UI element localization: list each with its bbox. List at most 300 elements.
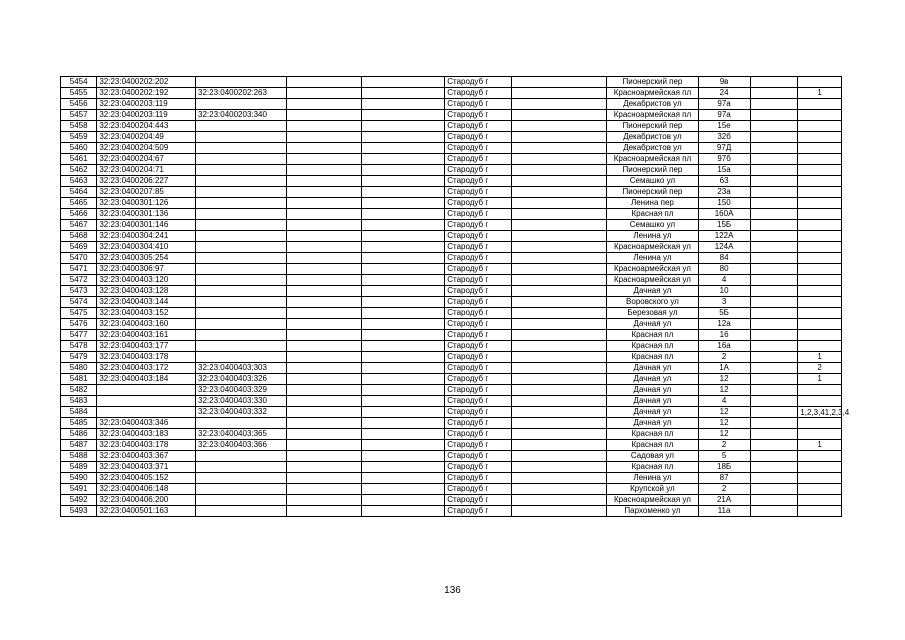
table-row — [61, 451, 842, 462]
cell-empty-col — [287, 462, 362, 473]
cell-empty-col — [362, 187, 445, 198]
cell-empty-col — [750, 506, 798, 517]
cell-note — [798, 495, 842, 506]
table-row — [61, 341, 842, 352]
cell-empty-col — [287, 385, 362, 396]
cell-street: Декабристов ул — [607, 99, 698, 110]
cell-locality: Стародуб г — [445, 198, 511, 209]
cell-empty-col — [362, 506, 445, 517]
cell-house-number: 2 — [698, 352, 750, 363]
cell-empty-col — [750, 286, 798, 297]
cell-empty-col — [362, 209, 445, 220]
cell-cadastral-number: 32:23:0400203:119 — [97, 110, 196, 121]
cell-related-cadastral-number — [196, 286, 287, 297]
cell-related-cadastral-number — [196, 473, 287, 484]
cell-related-cadastral-number — [196, 275, 287, 286]
table-row — [61, 121, 842, 132]
cell-house-number: 2 — [698, 484, 750, 495]
table-row — [61, 88, 842, 99]
cell-row-number: 5481 — [61, 374, 97, 385]
cell-empty-col — [750, 154, 798, 165]
cell-related-cadastral-number — [196, 198, 287, 209]
table-row — [61, 407, 842, 418]
cell-empty-col — [750, 462, 798, 473]
cell-locality: Стародуб г — [445, 286, 511, 297]
cell-related-cadastral-number — [196, 231, 287, 242]
cell-empty-col — [362, 308, 445, 319]
cell-empty-col — [750, 451, 798, 462]
cell-cadastral-number: 32:23:0400403:346 — [97, 418, 196, 429]
cell-empty-col — [362, 363, 445, 374]
cell-note — [798, 473, 842, 484]
table-row — [61, 506, 842, 517]
cell-related-cadastral-number: 32:23:0400403:365 — [196, 429, 287, 440]
cell-note: 1 — [798, 440, 842, 451]
cell-empty-col — [750, 407, 798, 418]
cell-empty-col — [287, 154, 362, 165]
cell-house-number: 63 — [698, 176, 750, 187]
cell-empty-col — [750, 352, 798, 363]
cell-empty-col — [511, 187, 607, 198]
cell-street: Красная пл — [607, 209, 698, 220]
cell-locality: Стародуб г — [445, 264, 511, 275]
cell-related-cadastral-number: 32:23:0400403:332 — [196, 407, 287, 418]
cell-empty-col — [511, 154, 607, 165]
cell-row-number: 5455 — [61, 88, 97, 99]
cell-locality: Стародуб г — [445, 319, 511, 330]
cell-note — [798, 143, 842, 154]
cell-street: Семашко ул — [607, 176, 698, 187]
table-row — [61, 286, 842, 297]
cell-cadastral-number: 32:23:0400204:49 — [97, 132, 196, 143]
cell-house-number: 16 — [698, 330, 750, 341]
cell-related-cadastral-number — [196, 462, 287, 473]
table-row — [61, 484, 842, 495]
cell-empty-col — [511, 440, 607, 451]
cell-row-number: 5454 — [61, 77, 97, 88]
cell-empty-col — [287, 165, 362, 176]
cell-locality: Стародуб г — [445, 110, 511, 121]
cell-house-number: 10 — [698, 286, 750, 297]
cell-empty-col — [511, 451, 607, 462]
cell-empty-col — [362, 319, 445, 330]
cell-empty-col — [750, 429, 798, 440]
cell-house-number: 12а — [698, 319, 750, 330]
cell-row-number: 5457 — [61, 110, 97, 121]
cell-note — [798, 165, 842, 176]
cell-related-cadastral-number — [196, 253, 287, 264]
cell-related-cadastral-number — [196, 451, 287, 462]
cell-related-cadastral-number — [196, 418, 287, 429]
cell-empty-col — [511, 176, 607, 187]
cell-empty-col — [750, 132, 798, 143]
table-row — [61, 374, 842, 385]
cell-note — [798, 341, 842, 352]
cell-related-cadastral-number — [196, 99, 287, 110]
cell-cadastral-number: 32:23:0400403:120 — [97, 275, 196, 286]
cell-empty-col — [511, 319, 607, 330]
cell-house-number: 4 — [698, 275, 750, 286]
cell-related-cadastral-number: 32:23:0400403:303 — [196, 363, 287, 374]
cell-empty-col — [287, 341, 362, 352]
cell-empty-col — [750, 77, 798, 88]
cell-note — [798, 231, 842, 242]
cell-house-number: 80 — [698, 264, 750, 275]
cell-row-number: 5474 — [61, 297, 97, 308]
cell-note — [798, 330, 842, 341]
cell-empty-col — [750, 484, 798, 495]
cell-empty-col — [511, 264, 607, 275]
cell-house-number: 2 — [698, 440, 750, 451]
cell-empty-col — [287, 99, 362, 110]
cell-empty-col — [750, 176, 798, 187]
cell-row-number: 5478 — [61, 341, 97, 352]
cell-empty-col — [287, 275, 362, 286]
cell-house-number: 5 — [698, 451, 750, 462]
table-row — [61, 209, 842, 220]
table-row — [61, 165, 842, 176]
cell-cadastral-number: 32:23:0400403:367 — [97, 451, 196, 462]
cell-empty-col — [362, 176, 445, 187]
cell-locality: Стародуб г — [445, 121, 511, 132]
cell-empty-col — [362, 99, 445, 110]
cell-empty-col — [750, 264, 798, 275]
cell-empty-col — [511, 385, 607, 396]
cell-related-cadastral-number: 32:23:0400403:326 — [196, 374, 287, 385]
cell-cadastral-number: 32:23:0400204:67 — [97, 154, 196, 165]
cell-street: Красноармейская пл — [607, 110, 698, 121]
cell-row-number: 5467 — [61, 220, 97, 231]
cell-empty-col — [511, 308, 607, 319]
cell-street: Ленина пер — [607, 198, 698, 209]
cell-empty-col — [287, 330, 362, 341]
cell-empty-col — [362, 253, 445, 264]
cell-related-cadastral-number — [196, 319, 287, 330]
cell-empty-col — [750, 121, 798, 132]
cell-related-cadastral-number — [196, 242, 287, 253]
cell-empty-col — [287, 440, 362, 451]
cell-empty-col — [750, 231, 798, 242]
cell-row-number: 5461 — [61, 154, 97, 165]
cell-street: Пионерский пер — [607, 121, 698, 132]
cell-locality: Стародуб г — [445, 330, 511, 341]
cell-empty-col — [287, 264, 362, 275]
cell-house-number: 124А — [698, 242, 750, 253]
cell-locality: Стародуб г — [445, 352, 511, 363]
cell-empty-col — [750, 418, 798, 429]
cell-house-number: 23а — [698, 187, 750, 198]
cell-related-cadastral-number — [196, 132, 287, 143]
cell-empty-col — [511, 363, 607, 374]
cell-locality: Стародуб г — [445, 209, 511, 220]
cell-related-cadastral-number — [196, 297, 287, 308]
cell-empty-col — [750, 396, 798, 407]
cell-street: Дачная ул — [607, 319, 698, 330]
cell-empty-col — [750, 341, 798, 352]
cell-empty-col — [287, 132, 362, 143]
cell-row-number: 5482 — [61, 385, 97, 396]
cell-empty-col — [362, 198, 445, 209]
cell-cadastral-number — [97, 396, 196, 407]
cell-cadastral-number: 32:23:0400204:443 — [97, 121, 196, 132]
cell-cadastral-number: 32:23:0400204:71 — [97, 165, 196, 176]
cell-empty-col — [750, 385, 798, 396]
cell-empty-col — [511, 253, 607, 264]
cell-street: Садовая ул — [607, 451, 698, 462]
cell-street: Красная пл — [607, 352, 698, 363]
cell-empty-col — [362, 484, 445, 495]
cell-street: Семашко ул — [607, 220, 698, 231]
cell-empty-col — [287, 319, 362, 330]
cell-empty-col — [511, 341, 607, 352]
cell-locality: Стародуб г — [445, 341, 511, 352]
cell-row-number: 5456 — [61, 99, 97, 110]
cell-cadastral-number: 32:23:0400403:177 — [97, 341, 196, 352]
cell-empty-col — [287, 198, 362, 209]
cell-house-number: 150 — [698, 198, 750, 209]
cell-house-number: 32б — [698, 132, 750, 143]
cell-row-number: 5473 — [61, 286, 97, 297]
cell-empty-col — [511, 165, 607, 176]
cell-note — [798, 253, 842, 264]
cell-cadastral-number: 32:23:0400202:202 — [97, 77, 196, 88]
cell-street: Пархоменко ул — [607, 506, 698, 517]
cell-empty-col — [287, 308, 362, 319]
cell-related-cadastral-number — [196, 264, 287, 275]
table-row — [61, 495, 842, 506]
table-row — [61, 176, 842, 187]
cell-cadastral-number: 32:23:0400204:509 — [97, 143, 196, 154]
cell-empty-col — [287, 352, 362, 363]
cell-note — [798, 319, 842, 330]
cell-house-number: 3 — [698, 297, 750, 308]
cell-empty-col — [750, 275, 798, 286]
cell-note — [798, 242, 842, 253]
cell-note — [798, 209, 842, 220]
cell-related-cadastral-number — [196, 209, 287, 220]
cell-locality: Стародуб г — [445, 418, 511, 429]
cell-note — [798, 297, 842, 308]
cell-empty-col — [511, 506, 607, 517]
cell-row-number: 5458 — [61, 121, 97, 132]
cell-empty-col — [362, 220, 445, 231]
cell-row-number: 5460 — [61, 143, 97, 154]
cell-empty-col — [750, 253, 798, 264]
cell-related-cadastral-number: 32:23:0400403:329 — [196, 385, 287, 396]
cell-row-number: 5464 — [61, 187, 97, 198]
cell-related-cadastral-number — [196, 176, 287, 187]
cell-empty-col — [750, 363, 798, 374]
cell-cadastral-number: 32:23:0400301:126 — [97, 198, 196, 209]
table-row — [61, 363, 842, 374]
cell-house-number: 160А — [698, 209, 750, 220]
cell-note: 1,2,3,41,2,3,4 — [798, 407, 842, 418]
cell-house-number: 15а — [698, 165, 750, 176]
cell-cadastral-number: 32:23:0400403:184 — [97, 374, 196, 385]
cell-cadastral-number: 32:23:0400301:136 — [97, 209, 196, 220]
cell-empty-col — [362, 330, 445, 341]
cell-empty-col — [750, 308, 798, 319]
cell-locality: Стародуб г — [445, 484, 511, 495]
cell-empty-col — [362, 341, 445, 352]
cell-empty-col — [750, 110, 798, 121]
table-row — [61, 352, 842, 363]
cell-cadastral-number: 32:23:0400405:152 — [97, 473, 196, 484]
cell-row-number: 5469 — [61, 242, 97, 253]
cell-note: 1 — [798, 374, 842, 385]
cell-empty-col — [511, 110, 607, 121]
table-row — [61, 143, 842, 154]
cell-cadastral-number: 32:23:0400403:128 — [97, 286, 196, 297]
cell-related-cadastral-number — [196, 341, 287, 352]
cell-cadastral-number: 32:23:0400403:160 — [97, 319, 196, 330]
cell-house-number: 97Д — [698, 143, 750, 154]
cell-empty-col — [362, 440, 445, 451]
cell-empty-col — [287, 495, 362, 506]
cell-locality: Стародуб г — [445, 143, 511, 154]
cell-empty-col — [287, 242, 362, 253]
cell-empty-col — [750, 440, 798, 451]
cell-empty-col — [511, 143, 607, 154]
cell-street: Дачная ул — [607, 407, 698, 418]
cell-note — [798, 484, 842, 495]
cell-locality: Стародуб г — [445, 374, 511, 385]
cell-house-number: 15е — [698, 121, 750, 132]
cell-street: Дачная ул — [607, 385, 698, 396]
cell-street: Декабристов ул — [607, 143, 698, 154]
cell-street: Дачная ул — [607, 396, 698, 407]
cell-house-number: 12 — [698, 374, 750, 385]
cell-empty-col — [287, 407, 362, 418]
cell-row-number: 5485 — [61, 418, 97, 429]
cell-empty-col — [287, 88, 362, 99]
cell-empty-col — [750, 319, 798, 330]
cell-empty-col — [287, 220, 362, 231]
cell-empty-col — [750, 330, 798, 341]
cell-cadastral-number — [97, 385, 196, 396]
cell-empty-col — [287, 396, 362, 407]
cell-empty-col — [287, 506, 362, 517]
cell-empty-col — [287, 110, 362, 121]
cell-locality: Стародуб г — [445, 429, 511, 440]
cell-note — [798, 77, 842, 88]
cell-empty-col — [362, 451, 445, 462]
cell-house-number: 97а — [698, 99, 750, 110]
cell-note — [798, 429, 842, 440]
cell-house-number: 12 — [698, 429, 750, 440]
cadastral-table — [60, 76, 850, 517]
cell-street: Красная пл — [607, 429, 698, 440]
cell-locality: Стародуб г — [445, 165, 511, 176]
cell-empty-col — [287, 429, 362, 440]
table-row — [61, 319, 842, 330]
cell-cadastral-number: 32:23:0400207:85 — [97, 187, 196, 198]
cell-locality: Стародуб г — [445, 154, 511, 165]
cell-empty-col — [362, 77, 445, 88]
cell-related-cadastral-number — [196, 308, 287, 319]
cell-cadastral-number: 32:23:0400403:371 — [97, 462, 196, 473]
cell-row-number: 5459 — [61, 132, 97, 143]
cell-note — [798, 506, 842, 517]
cell-locality: Стародуб г — [445, 242, 511, 253]
cell-house-number: 18Б — [698, 462, 750, 473]
cell-empty-col — [287, 187, 362, 198]
cell-row-number: 5471 — [61, 264, 97, 275]
cell-empty-col — [287, 121, 362, 132]
cell-house-number: 15Б — [698, 220, 750, 231]
table-row — [61, 132, 842, 143]
table-row — [61, 429, 842, 440]
cell-cadastral-number: 32:23:0400403:172 — [97, 363, 196, 374]
cell-empty-col — [287, 143, 362, 154]
cell-note — [798, 308, 842, 319]
cell-cadastral-number: 32:23:0400304:410 — [97, 242, 196, 253]
cell-empty-col — [362, 242, 445, 253]
cell-note — [798, 385, 842, 396]
cell-empty-col — [287, 484, 362, 495]
cell-empty-col — [362, 462, 445, 473]
cell-empty-col — [287, 418, 362, 429]
cell-street: Красная пл — [607, 341, 698, 352]
cell-empty-col — [511, 495, 607, 506]
cell-row-number: 5468 — [61, 231, 97, 242]
cell-cadastral-number: 32:23:0400501:163 — [97, 506, 196, 517]
cell-row-number: 5463 — [61, 176, 97, 187]
cell-cadastral-number: 32:23:0400305:254 — [97, 253, 196, 264]
cell-empty-col — [750, 220, 798, 231]
cell-note — [798, 176, 842, 187]
table-row — [61, 275, 842, 286]
cell-related-cadastral-number — [196, 506, 287, 517]
cell-street: Ленина ул — [607, 231, 698, 242]
cell-related-cadastral-number: 32:23:0400403:330 — [196, 396, 287, 407]
table-row — [61, 154, 842, 165]
cell-house-number: 12 — [698, 418, 750, 429]
cell-empty-col — [511, 275, 607, 286]
cell-empty-col — [362, 154, 445, 165]
cell-street: Дачная ул — [607, 418, 698, 429]
cell-row-number: 5491 — [61, 484, 97, 495]
cell-empty-col — [287, 363, 362, 374]
cell-empty-col — [511, 99, 607, 110]
cell-empty-col — [362, 385, 445, 396]
cell-empty-col — [511, 473, 607, 484]
cell-empty-col — [511, 220, 607, 231]
cell-empty-col — [511, 462, 607, 473]
cell-cadastral-number: 32:23:0400206:227 — [97, 176, 196, 187]
table-row — [61, 473, 842, 484]
cell-empty-col — [511, 77, 607, 88]
cell-empty-col — [750, 473, 798, 484]
cell-row-number: 5489 — [61, 462, 97, 473]
cell-note — [798, 220, 842, 231]
cell-note — [798, 396, 842, 407]
cell-note — [798, 121, 842, 132]
cell-cadastral-number: 32:23:0400301:146 — [97, 220, 196, 231]
cell-note — [798, 154, 842, 165]
table-row — [61, 198, 842, 209]
cell-house-number: 9в — [698, 77, 750, 88]
table-body — [61, 77, 850, 517]
cell-house-number: 97б — [698, 154, 750, 165]
cell-locality: Стародуб г — [445, 176, 511, 187]
cell-empty-col — [511, 242, 607, 253]
cell-note: 2 — [798, 363, 842, 374]
cell-note — [798, 187, 842, 198]
table-row — [61, 330, 842, 341]
cell-empty-col — [287, 297, 362, 308]
cell-house-number: 122А — [698, 231, 750, 242]
